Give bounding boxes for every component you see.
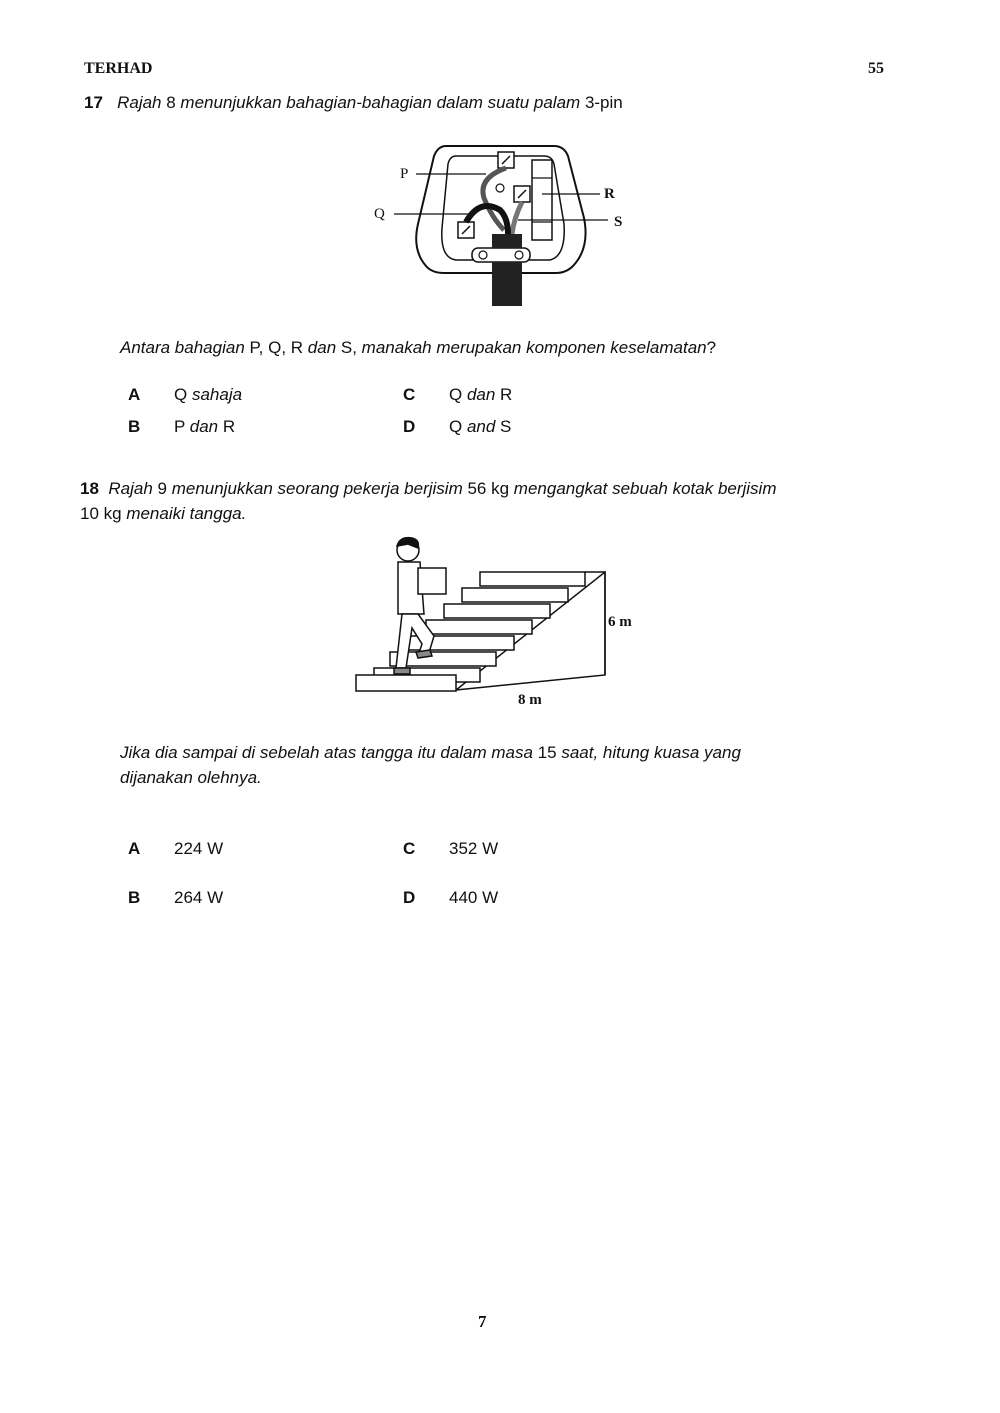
option-text: 352 W: [449, 839, 499, 858]
q17-stem: [84, 90, 623, 115]
power-cable: [492, 262, 522, 306]
q17-question-text: ?: [706, 338, 717, 357]
q17-question-text: P, Q, R: [244, 338, 308, 357]
q17-stem-text: menunjukkan bahagian-bahagian dalam suatu palam: [180, 93, 581, 112]
q18-stem-text: 9: [152, 479, 172, 498]
q18-stem-text: mengangkat sebuah kotak berjisim: [513, 479, 777, 498]
q17-stem-text: Rajah: [117, 93, 162, 112]
q17-question-text: Antara bahagian: [120, 338, 245, 357]
label-q: Q: [374, 206, 385, 222]
q18-question-text: Jika dia sampai di sebelah atas tangga itu dalam masa: [120, 743, 533, 762]
option-text: dan: [466, 385, 496, 404]
fuse: [532, 160, 552, 240]
option-letter: A: [128, 385, 141, 404]
option-text: sahaja: [191, 385, 243, 404]
q18-number: 18: [80, 479, 99, 498]
option-text: P: [174, 417, 190, 436]
q17-option-b[interactable]: [128, 417, 235, 437]
option-text: S: [495, 417, 512, 436]
q17-option-a[interactable]: [128, 385, 242, 405]
option-text: Q: [449, 417, 467, 436]
option-text: Q: [174, 385, 192, 404]
q17-number: 17: [84, 93, 103, 112]
q17-option-c[interactable]: [403, 385, 512, 405]
option-text: 440 W: [449, 888, 499, 907]
option-letter: B: [128, 888, 141, 907]
box: [418, 568, 446, 594]
option-text: and: [466, 417, 496, 436]
q18-stem-text: menunjukkan seorang pekerja berjisim: [171, 479, 463, 498]
option-letter: B: [128, 417, 141, 436]
q17-question-text: dan: [307, 338, 337, 357]
option-text: 224 W: [174, 839, 224, 858]
q17-question-text: S,: [336, 338, 362, 357]
width-label: 8 m: [518, 692, 542, 708]
label-r: R: [604, 186, 615, 202]
q18-stem-text: 10 kg: [80, 504, 127, 523]
q17-question-text: manakah merupakan komponen keselamatan: [361, 338, 707, 357]
q18-option-d[interactable]: [403, 888, 498, 908]
option-text: R: [218, 417, 236, 436]
q18-option-a[interactable]: [128, 839, 223, 859]
q18-stem-text: Rajah: [108, 479, 153, 498]
option-letter: D: [403, 888, 416, 907]
height-label: 6 m: [608, 614, 632, 630]
page-number: 7: [478, 1312, 487, 1331]
option-text: Q: [449, 385, 467, 404]
staircase-steps: [356, 572, 585, 691]
option-letter: D: [403, 417, 416, 436]
q18-option-b[interactable]: [128, 888, 223, 908]
option-text: dan: [189, 417, 219, 436]
option-letter: A: [128, 839, 141, 858]
q17-question: [120, 335, 716, 360]
q18-question-text: saat, hitung kuasa yang: [561, 743, 741, 762]
q18-question-text: dijanakan olehnya.: [120, 768, 262, 787]
q18-stem-text: menaiki tangga.: [126, 504, 247, 523]
q18-question-text: 15: [532, 743, 562, 762]
staircase-diagram: [350, 532, 640, 712]
q18-stem: [80, 476, 860, 526]
q18-option-c[interactable]: [403, 839, 498, 859]
header-restricted-label: TERHAD: [84, 60, 153, 77]
label-p: P: [400, 166, 409, 182]
header-page-code: 55: [868, 60, 884, 77]
option-text: R: [495, 385, 513, 404]
q18-stem-text: 56 kg: [462, 479, 514, 498]
q18-question: [120, 740, 741, 790]
option-letter: C: [403, 385, 416, 404]
option-letter: C: [403, 839, 416, 858]
q17-stem-text: 3-pin: [580, 93, 623, 112]
label-s: S: [614, 214, 623, 230]
option-text: 264 W: [174, 888, 224, 907]
q17-stem-text: 8: [161, 93, 181, 112]
q17-option-d[interactable]: [403, 417, 511, 437]
three-pin-plug-diagram: [368, 138, 638, 310]
